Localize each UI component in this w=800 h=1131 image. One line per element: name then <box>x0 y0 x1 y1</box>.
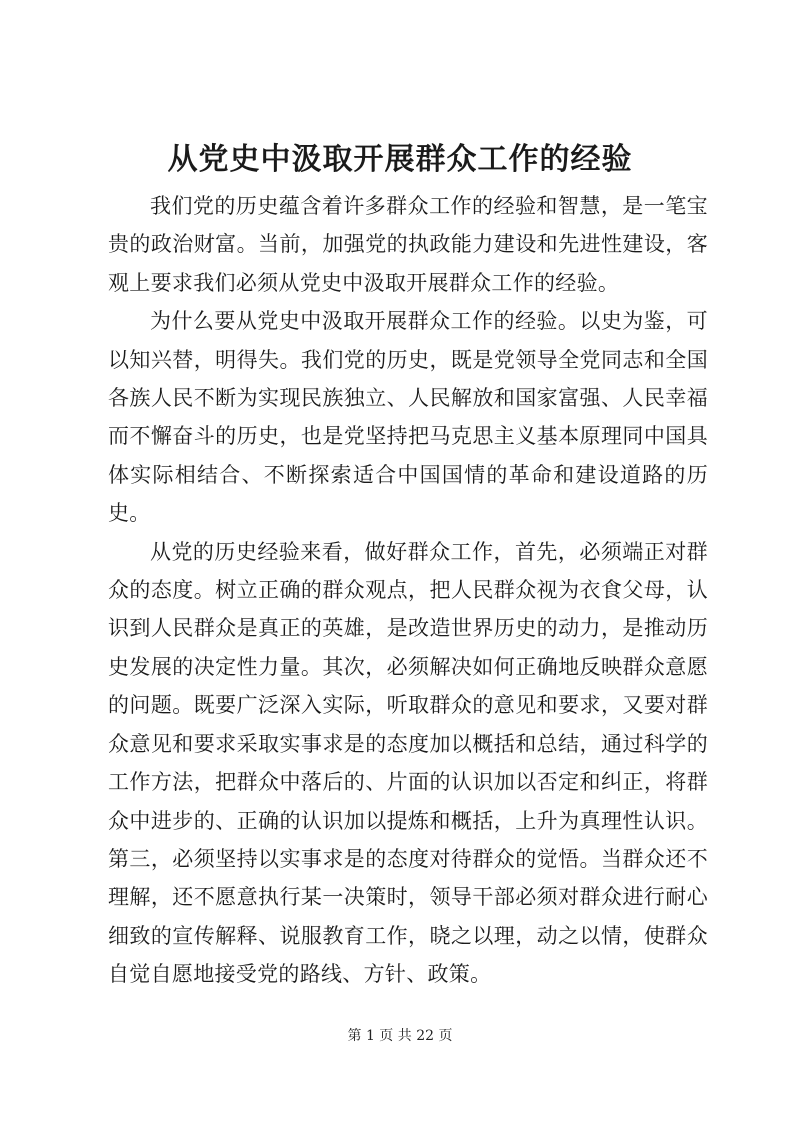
page-number-footer: 第 1 页 共 22 页 <box>347 1028 453 1044</box>
paragraph-experience: 从党的历史经验来看，做好群众工作，首先，必须端正对群众的态度。树立正确的群众观点，把人民群众视为衣食父母，认识到人民群众是真正的英雄，是改造世界历史的动力，是推动历史发展的决定性力量。其次，必须解决如何正确地反映群众意愿的问题。既要广泛深入实际，听取群众的意见和要求，又要对群众意见和要求采取实事求是的态度加以概括和总结，通过科学的工作方法，把群众中落后的、片面的认识加以否定和纠正，将群众中进步的、正确的认识加以提炼和概括，上升为真理性认识。第三，必须坚持以实事求是的态度对待群众的觉悟。当群众还不理解，还不愿意执行某一决策时，领导干部必须对群众进行耐心细致的宣传解释、说服教育工作，晓之以理，动之以情，使群众自觉自愿地接受党的路线、方针、政策。 <box>108 539 708 987</box>
document-title: 从党史中汲取开展群众工作的经验 <box>167 142 633 177</box>
paragraph-why: 为什么要从党史中汲取开展群众工作的经验。以史为鉴，可以知兴替，明得失。我们党的历史，既是党领导全党同志和全国各族人民不断为实现民族独立、人民解放和国家富强、人民幸福而不懈奋斗的历史，也是党坚持把马克思主义基本原理同中国具体实际相结合、不断探索适合中国国情的革命和建设道路的历史。 <box>108 309 708 526</box>
paragraph-intro: 我们党的历史蕴含着许多群众工作的经验和智慧，是一笔宝贵的政治财富。当前，加强党的执政能力建设和先进性建设，客观上要求我们必须从党史中汲取开展群众工作的经验。 <box>108 194 708 295</box>
document-body <box>108 187 708 994</box>
